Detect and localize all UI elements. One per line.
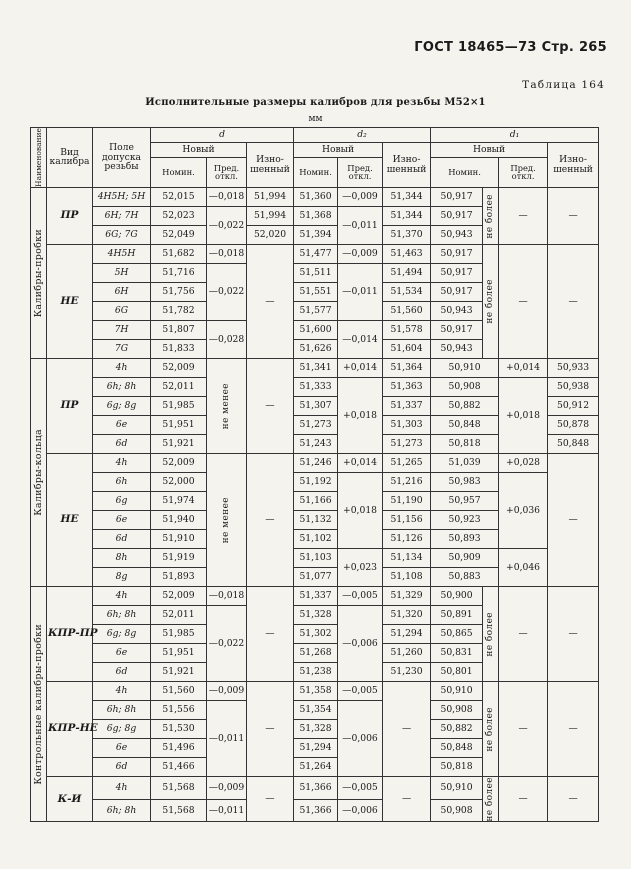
header-d1-nom: Номин. xyxy=(431,157,499,187)
note-label: не более xyxy=(483,244,499,358)
table-row: 6e 51,940 51,132 51,156 50,923 xyxy=(31,510,599,529)
header-d2: d₂ xyxy=(294,128,431,143)
table-row: 6h; 8h 51,568 —0,011 51,366 —0,006 50,908 xyxy=(31,799,599,822)
table-row: Калибры-пробки ПР 4H5H; 5H 52,015 —0,018 51,994 51,360 —0,009 51,344 50,917 не более — — xyxy=(31,187,599,206)
header-d-worn: Изно- шенный xyxy=(247,143,294,188)
table-row: 6H 51,756 51,551 51,534 50,917 xyxy=(31,282,599,301)
table-row: 6g 51,974 51,166 51,190 50,957 xyxy=(31,491,599,510)
table-row: 6g; 8g 51,985 51,307 51,337 50,882 50,912 xyxy=(31,396,599,415)
group-label: Калибры-кольца xyxy=(31,358,47,586)
table-row: 6d 51,921 51,238 51,230 50,801 xyxy=(31,662,599,681)
note-label: не более xyxy=(483,187,499,244)
gost-number: ГОСТ 18465—73 xyxy=(414,40,537,55)
gauge-dimensions-table xyxy=(30,127,599,822)
header-d-new: Новый xyxy=(151,143,247,158)
page-number: Стр. 265 xyxy=(541,40,607,55)
table-row: Контрольные калибры-пробки КПР-ПР 4h 52,009 —0,018 — 51,337 —0,005 51,329 50,900 не более — — xyxy=(31,586,599,605)
header-d-nom: Номин. xyxy=(151,157,207,187)
header-d-dev: Пред. откл. xyxy=(207,157,247,187)
table-row: 8h 51,919 51,103 +0,023 51,134 50,909 +0,046 xyxy=(31,548,599,567)
table-number: Таблица 164 xyxy=(522,79,605,91)
group-label: Калибры-пробки xyxy=(31,187,47,358)
note-label: не менее xyxy=(207,453,247,586)
header-name: Наименование xyxy=(31,128,47,188)
gauge-type: КПР-НЕ xyxy=(47,681,93,776)
table-row: 8g 51,893 51,077 51,108 50,883 xyxy=(31,567,599,586)
header-d2-new: Новый xyxy=(294,143,383,158)
group-label: Контрольные калибры-пробки xyxy=(31,586,47,821)
table-title: Исполнительные размеры калибров для резьбы M52×1 xyxy=(145,97,486,108)
page-header xyxy=(414,40,607,55)
table-row: 6h; 8h 51,556 —0,011 51,354 —0,006 50,908 xyxy=(31,700,599,719)
table-row: 6d 51,466 51,264 50,818 xyxy=(31,757,599,776)
header-d1-dev: Пред. откл. xyxy=(499,157,548,187)
header-d1-worn: Изно- шенный xyxy=(548,143,599,188)
gauge-type: НЕ xyxy=(47,244,93,358)
note-label: не менее xyxy=(207,358,247,453)
table-row: 5H 51,716 —0,022 51,511 —0,011 51,494 50,917 xyxy=(31,263,599,282)
header-d1-new: Новый xyxy=(431,143,548,158)
table-row: 6h; 8h 52,011 —0,022 51,328 —0,006 51,320 50,891 xyxy=(31,605,599,624)
table-row: 6h; 8h 52,011 51,333 +0,018 51,363 50,908 +0,018 50,938 xyxy=(31,377,599,396)
gauge-type: КПР-ПР xyxy=(47,586,93,681)
table-row: Калибры-кольца ПР 4h 52,009 не менее — 51,341 +0,014 51,364 50,910 +0,014 50,933 xyxy=(31,358,599,377)
note-label: не более xyxy=(483,586,499,681)
header-d: d xyxy=(151,128,294,143)
table-row: 6e 51,951 51,273 51,303 50,848 50,878 xyxy=(31,415,599,434)
table-row: 6g; 8g 51,985 51,302 51,294 50,865 xyxy=(31,624,599,643)
table-row: 6H; 7H 52,023 —0,022 51,994 51,368 —0,011 51,344 50,917 xyxy=(31,206,599,225)
header-tolerance: Поле допуска резьбы xyxy=(93,128,151,188)
table-row: К-И 4h 51,568 —0,009 — 51,366 —0,005 — 50,910 не более — — xyxy=(31,776,599,799)
table-row: 6e 51,951 51,268 51,260 50,831 xyxy=(31,643,599,662)
header-d2-nom: Номин. xyxy=(294,157,338,187)
table-row: НЕ 4H5H 51,682 —0,018 — 51,477 —0,009 51,463 50,917 не более — — xyxy=(31,244,599,263)
table-row: 6d 51,921 51,243 51,273 50,818 50,848 xyxy=(31,434,599,453)
table-row: 6G; 7G 52,049 52,020 51,394 51,370 50,943 xyxy=(31,225,599,244)
header-d1: d₁ xyxy=(431,128,599,143)
note-label: не более xyxy=(483,776,499,821)
table-row: 6G 51,782 51,577 51,560 50,943 xyxy=(31,301,599,320)
table-row: 7G 51,833 51,626 51,604 50,943 xyxy=(31,339,599,358)
gauge-type: К-И xyxy=(47,776,93,821)
gauge-type: НЕ xyxy=(47,453,93,586)
gauge-type: ПР xyxy=(47,358,93,453)
table-row: 7H 51,807 —0,028 51,600 —0,014 51,578 50,917 xyxy=(31,320,599,339)
header-d2-dev: Пред. откл. xyxy=(338,157,383,187)
table-row: 6h 52,000 51,192 +0,018 51,216 50,983 +0,036 xyxy=(31,472,599,491)
units-label: мм xyxy=(308,114,323,124)
table-row: 6d 51,910 51,102 51,126 50,893 xyxy=(31,529,599,548)
table-row: 6e 51,496 51,294 50,848 xyxy=(31,738,599,757)
gauge-type: ПР xyxy=(47,187,93,244)
header-type: Вид калибра xyxy=(47,128,93,188)
table-row: НЕ 4h 52,009 не менее — 51,246 +0,014 51,265 51,039 +0,028 — xyxy=(31,453,599,472)
table-row: 6g; 8g 51,530 51,328 50,882 xyxy=(31,719,599,738)
header-d2-worn: Изно- шенный xyxy=(383,143,431,188)
table-row: КПР-НЕ 4h 51,560 —0,009 — 51,358 —0,005 — 50,910 не более — — xyxy=(31,681,599,700)
note-label: не более xyxy=(483,681,499,776)
